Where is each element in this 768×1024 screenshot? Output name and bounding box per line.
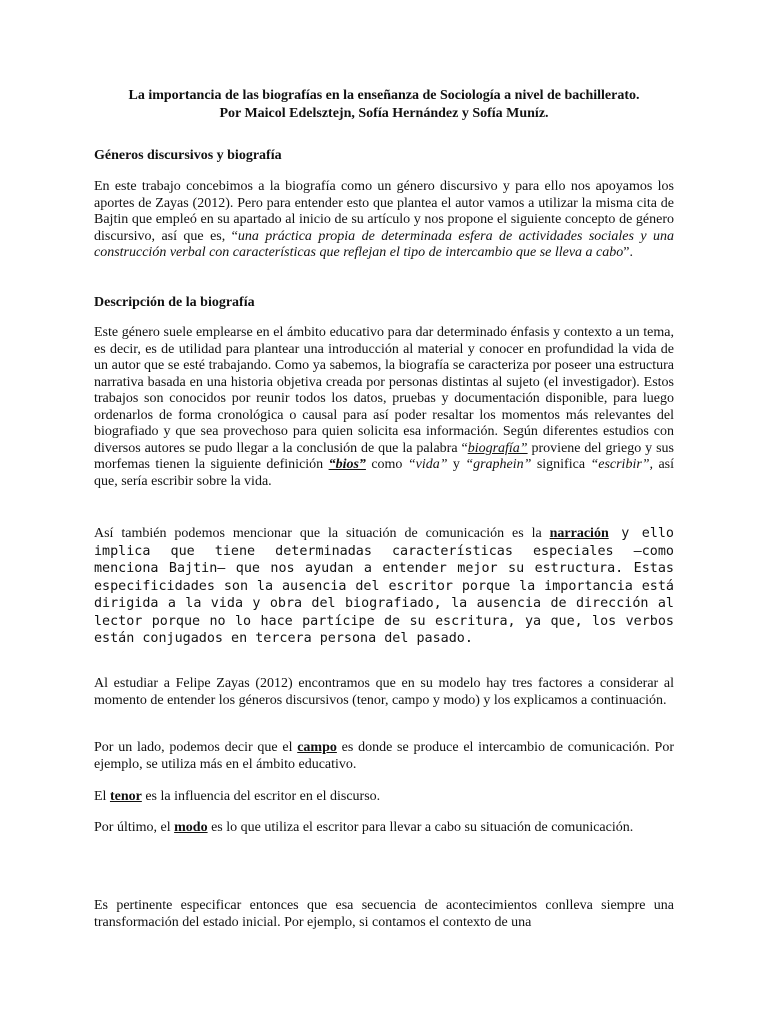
term-graphein: “graphein” [465, 457, 532, 472]
paragraph-zayas: Al estudiar a Felipe Zayas (2012) encontramos que en su modelo hay tres factores a considerar al momento de entender los géneros discursivos (tenor, campo y modo) y los explicamos a continuación. [94, 676, 674, 708]
term-tenor: tenor [109, 789, 142, 804]
paragraph-intro: En este trabajo concebimos a la biografía como un género discursivo y para ello nos apoyamos los aportes de Zayas (2012). Pero para entender esto que plantea el autor vamos a utilizar la misma cita de Bajtin que empleó en su apartado al inicio de su artículo y nos propone el siguiente concepto de género discursivo, así que es, “una práctica propia de determinada esfera de actividades sociales y una construcción verbal con características que reflejan el tipo de intercambio que se lleva a cabo”. [94, 179, 674, 260]
term-bios: “bios” [328, 457, 366, 472]
paragraph-secuencia: Es pertinente especificar entonces que esa secuencia de acontecimientos conlleva siempre una transformación del estado inicial. Por ejemplo, si contamos el contexto de una [94, 898, 674, 930]
term-vida: “vida” [407, 457, 448, 472]
term-narracion: narración [549, 526, 609, 541]
paragraph-modo: Por último, el modo es lo que utiliza el escritor para llevar a cabo su situación de comunicación. [94, 820, 634, 835]
document-title [94, 0, 674, 123]
heading-descripcion: Descripción de la biografía [94, 295, 255, 310]
term-biografia: biografía” [467, 440, 528, 456]
title-line-1: La importancia de las biografías en la enseñanza de Sociología a nivel de bachillerato. [128, 88, 640, 103]
term-escribir: “escribir”, [590, 457, 654, 472]
term-modo: modo [174, 820, 208, 835]
paragraph-descripcion: Este género suele emplearse en el ámbito educativo para dar determinado énfasis y contexto a un tema, es decir, es de utilidad para plantear una introducción al material y conocer en profundidad la vida de un autor que se esté trabajando. Como ya sabemos, la biografía se caracteriza por poseer una estructura narrativa basada en una historia objetiva creada por personas distintas al sujeto (el investigador). Estos trabajos son conocidos por reunir todos los datos, pruebas y documentación disponible, para luego ordenarlos de forma cronológica o causal para así poder resaltar los momentos más relevantes del biografiado y que sea provechoso para quien solicita esa información. Según diferentes estudios con diversos autores se pudo llegar a la conclusión de que la palabra “biografía” proviene del griego y sus morfemas tienen la siguiente definición “bios” como “vida” y “graphein” significa “escribir”, así que, sería escribir sobre la vida. [94, 325, 675, 489]
heading-generos: Géneros discursivos y biografía [94, 148, 282, 163]
title-line-2: Por Maicol Edelsztejn, Sofía Hernández y Sofía Muníz. [219, 106, 549, 121]
paragraph-campo: Por un lado, podemos decir que el campo es donde se produce el intercambio de comunicación. Por ejemplo, se utiliza más en el ámbito educativo. [94, 740, 674, 772]
monospace-run: y ello implica que tiene determinadas características especiales –como menciona Bajtin– que nos ayudan a entender mejor su estructura. Estas especificidades son la ausencia del escritor porque la importancia está dirigida a la vida y obra del biografiado, la ausencia de dirección al lector porque no lo hace partícipe de su escritura, ya que, los verbos están conjugados en tercera persona del pasado. [94, 526, 674, 646]
bajtin-quote: una práctica propia de determinada esfera de actividades sociales y una construcción verbal con características que reflejan el tipo de intercambio que se lleva a cabo [94, 228, 674, 260]
paragraph-narracion: Así también podemos mencionar que la situación de comunicación es la narración y ello implica que tiene determinadas características especiales –como menciona Bajtin– que nos ayudan a entender mejor su estructura. Estas especificidades son la ausencia del escritor porque la importancia está dirigida a la vida y obra del biografiado, la ausencia de dirección al lector porque no lo hace partícipe de su escritura, ya que, los verbos están conjugados en tercera persona del pasado. [94, 526, 674, 646]
term-campo: campo [297, 740, 337, 755]
paragraph-tenor: El tenor es la influencia del escritor en el discurso. [94, 789, 381, 804]
